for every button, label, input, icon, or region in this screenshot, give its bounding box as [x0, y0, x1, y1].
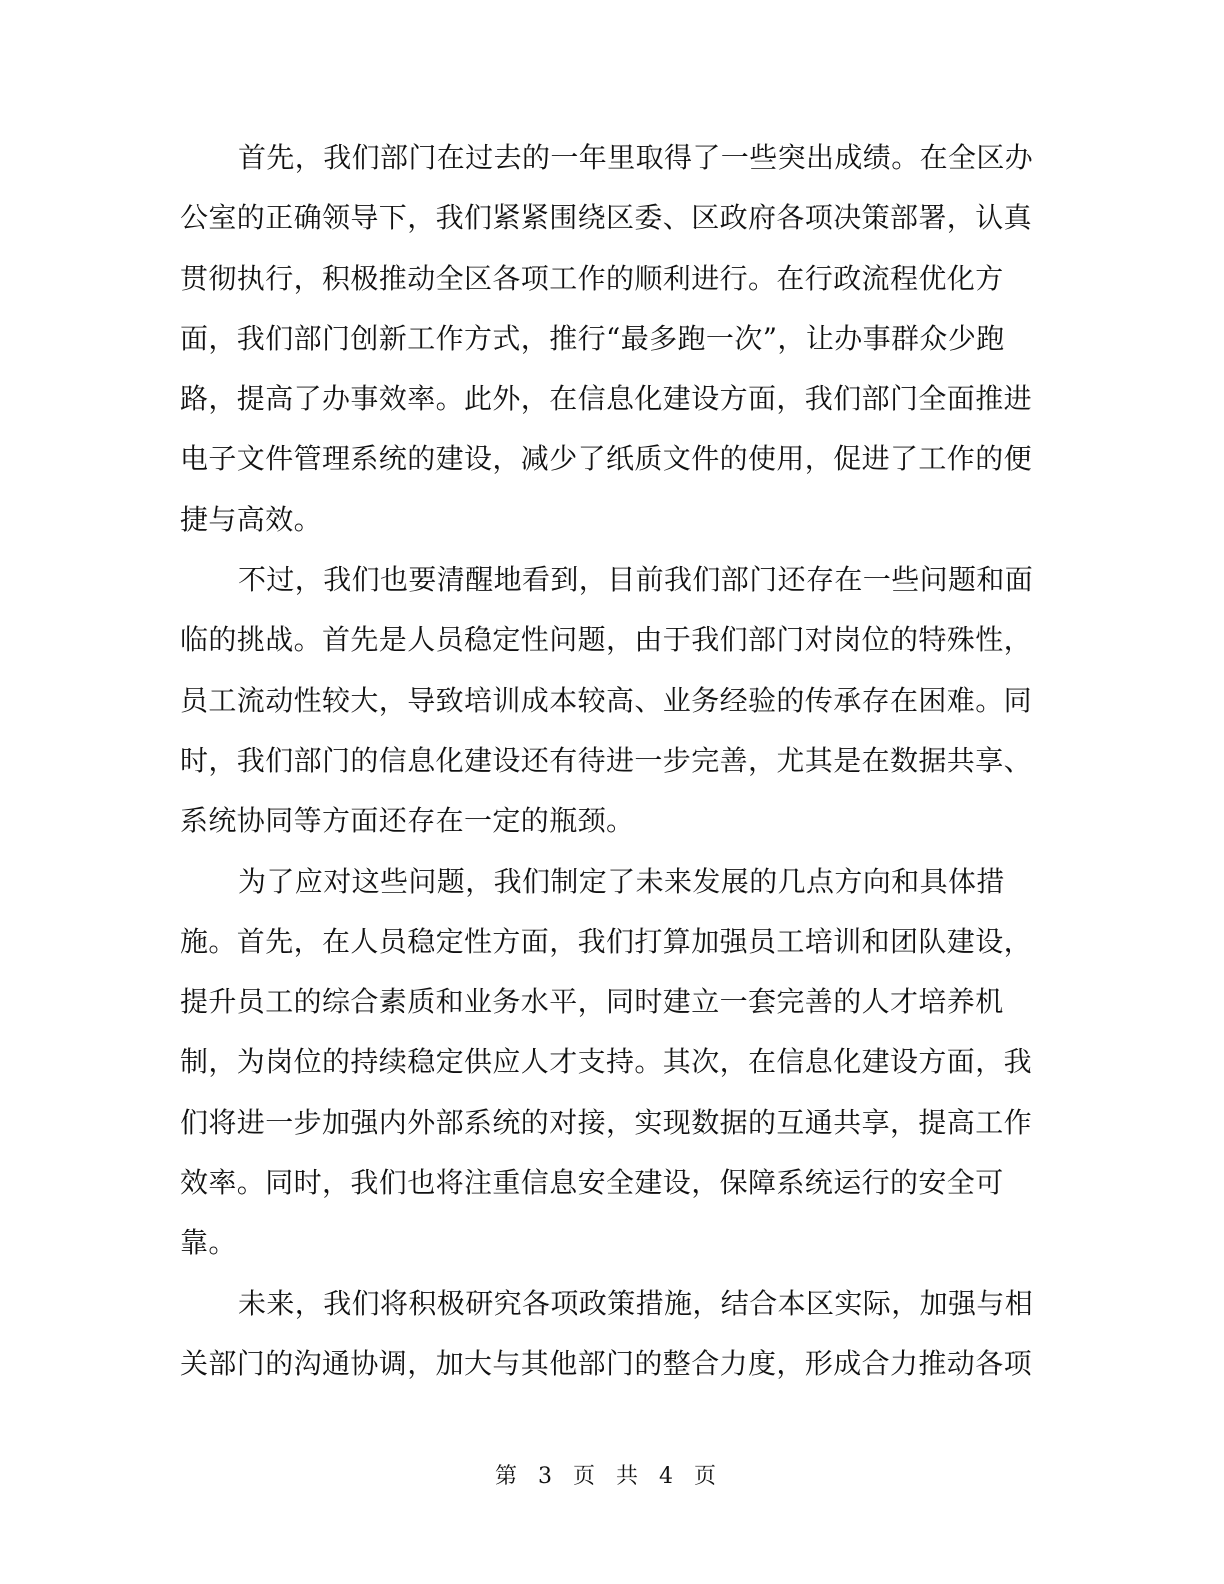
paragraph-2 [180, 550, 1034, 851]
text-line: 靠。 [180, 1226, 237, 1260]
text-line: 电子文件管理系统的建设，减少了纸质文件的使用，促进了工作的便 [180, 442, 1033, 476]
footer-total-word: 共 [616, 1464, 640, 1489]
text-line: 面，我们部门创新工作方式，推行“最多跑一次”，让办事群众少跑 [180, 321, 1005, 355]
text-line: 不过，我们也要清醒地看到，目前我们部门还存在一些问题和面 [238, 563, 1034, 597]
paragraph-3 [180, 852, 1033, 1274]
current-page-number: 3 [537, 1464, 553, 1489]
footer-suffix: 页 [694, 1464, 718, 1489]
text-line: 公室的正确领导下，我们紧紧围绕区委、区政府各项决策部署，认真 [180, 201, 1033, 235]
paragraph-4 [180, 1274, 1034, 1395]
text-line: 员工流动性较大，导致培训成本较高、业务经验的传承存在困难。同 [180, 683, 1033, 717]
text-line: 捷与高效。 [180, 502, 323, 536]
page-footer [0, 1462, 1224, 1492]
paragraph-1 [180, 128, 1034, 550]
text-line: 系统协同等方面还存在一定的瓶颈。 [180, 804, 635, 838]
text-line: 提升员工的综合素质和业务水平，同时建立一套完善的人才培养机 [180, 985, 1004, 1019]
text-line: 时，我们部门的信息化建设还有待进一步完善，尤其是在数据共享、 [180, 743, 1033, 777]
text-line: 未来，我们将积极研究各项政策措施，结合本区实际，加强与相 [238, 1286, 1034, 1320]
text-line: 首先，我们部门在过去的一年里取得了一些突出成绩。在全区办 [238, 141, 1034, 174]
text-line: 临的挑战。首先是人员稳定性问题，由于我们部门对岗位的特殊性， [180, 623, 1033, 657]
text-line: 制，为岗位的持续稳定供应人才支持。其次，在信息化建设方面，我 [180, 1045, 1033, 1079]
text-line: 施。首先，在人员稳定性方面，我们打算加强员工培训和团队建设， [180, 924, 1033, 958]
text-line: 为了应对这些问题，我们制定了未来发展的几点方向和具体措 [238, 864, 1005, 898]
document-body [180, 128, 1034, 1394]
total-page-number: 4 [659, 1464, 675, 1489]
text-line: 路，提高了办事效率。此外，在信息化建设方面，我们部门全面推进 [180, 382, 1033, 416]
text-line: 关部门的沟通协调，加大与其他部门的整合力度，形成合力推动各项 [180, 1346, 1033, 1380]
footer-page-word: 页 [572, 1464, 596, 1489]
text-line: 们将进一步加强内外部系统的对接，实现数据的互通共享，提高工作 [180, 1105, 1033, 1139]
footer-prefix: 第 [494, 1464, 518, 1489]
text-line: 贯彻执行，积极推动全区各项工作的顺利进行。在行政流程优化方 [180, 261, 1004, 295]
text-line: 效率。同时，我们也将注重信息安全建设，保障系统运行的安全可 [180, 1166, 1004, 1200]
